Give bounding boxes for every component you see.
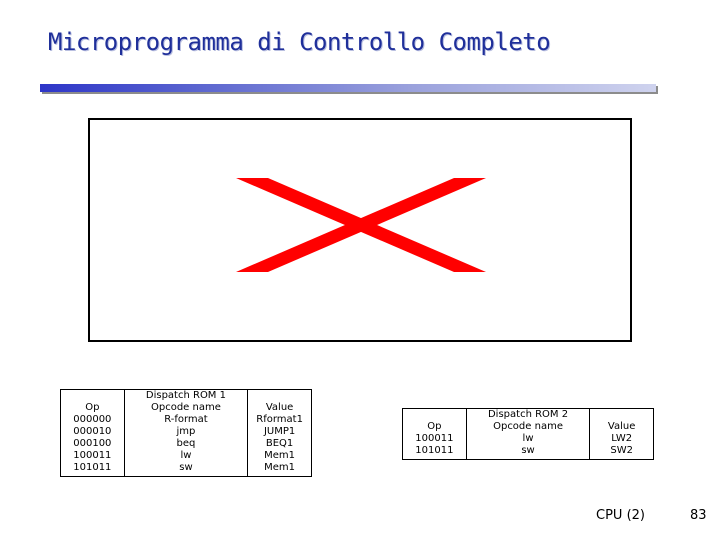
- footer-label: CPU (2): [596, 508, 645, 523]
- rom2-value-0: LW2: [611, 433, 633, 444]
- rom2-value-column: [590, 409, 654, 458]
- rom1-op-0: 000000: [73, 414, 112, 425]
- rom1-value-4: Mem1: [264, 462, 296, 473]
- rom1-value-3: Mem1: [264, 450, 296, 461]
- rom2-op-column: [403, 409, 467, 458]
- page-number: 83: [690, 508, 707, 523]
- rom2-op-0: 100011: [415, 433, 454, 444]
- rom2-op-1: 101011: [415, 445, 454, 456]
- dispatch-rom-2-table: [402, 408, 654, 460]
- rom1-op-4: 101011: [73, 462, 112, 473]
- rom1-name-2: beq: [176, 438, 196, 449]
- rom1-op-column: [61, 390, 125, 475]
- rom2-value-1: SW2: [610, 445, 633, 456]
- rom1-name-4: sw: [179, 462, 193, 473]
- title-underline-bar: [40, 84, 656, 92]
- rom2-name-1: sw: [521, 445, 535, 456]
- rom1-name-1: jmp: [176, 426, 196, 437]
- rom1-op-1: 000010: [73, 426, 112, 437]
- rom1-col-value: Value: [265, 402, 294, 413]
- rom2-name-0: lw: [522, 433, 534, 444]
- rom1-col-opcode-name: Opcode name: [151, 402, 221, 413]
- rom1-op-3: 100011: [73, 450, 112, 461]
- rom1-name-column: [124, 390, 247, 475]
- rom1-value-1: JUMP1: [263, 426, 296, 437]
- rom1-value-column: [248, 390, 312, 475]
- rom2-col-opcode-name: Opcode name: [493, 421, 563, 432]
- rom2-name-column: [466, 409, 590, 458]
- rom1-title: Dispatch ROM 1: [145, 390, 226, 401]
- slide-title: Microprogramma di Controllo Completo: [48, 28, 551, 56]
- rom1-value-2: BEQ1: [265, 438, 294, 449]
- red-x-icon: [90, 120, 630, 340]
- rom1-value-0: Rformat1: [256, 414, 303, 425]
- rom2-col-op: Op: [427, 421, 442, 432]
- dispatch-rom-1-table: [60, 389, 312, 477]
- rom1-name-0: R-format: [164, 414, 208, 425]
- rom1-col-op: Op: [85, 402, 100, 413]
- rom2-col-value: Value: [607, 421, 636, 432]
- rom1-name-3: lw: [180, 450, 192, 461]
- rom1-op-2: 000100: [73, 438, 112, 449]
- missing-image-placeholder: [88, 118, 632, 342]
- rom2-title: Dispatch ROM 2: [487, 409, 569, 420]
